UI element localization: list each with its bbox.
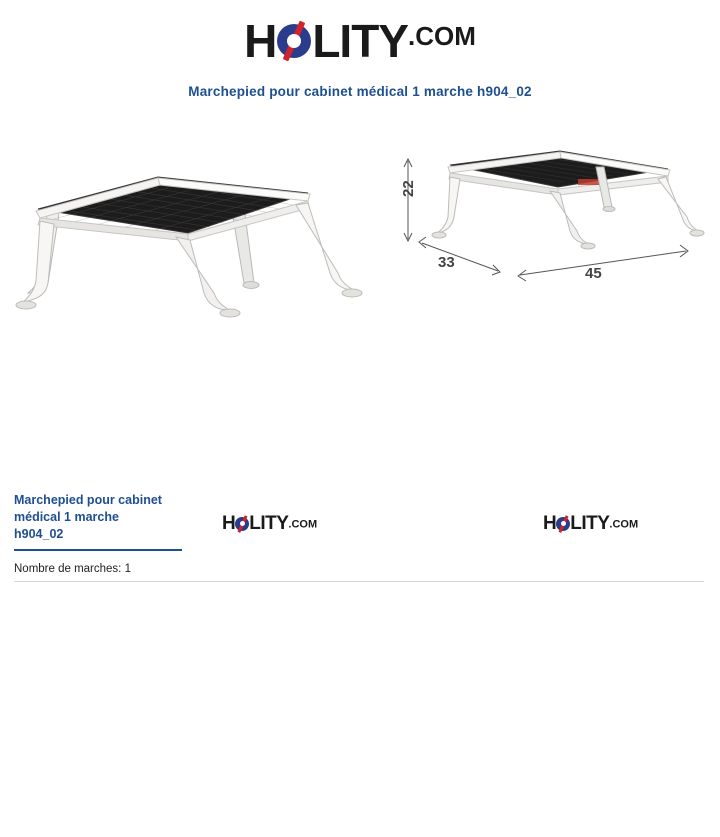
- page-title: Marchepied pour cabinet médical 1 marche h904_02: [188, 84, 532, 99]
- title-underline: [14, 549, 182, 551]
- product-detail-title: [14, 492, 214, 543]
- product-title-line-1: Marchepied pour cabinet: [14, 493, 162, 507]
- dimension-label-depth: 33: [438, 254, 455, 271]
- dimension-label-height: 22: [400, 180, 417, 197]
- logo-text-suffix: .COM: [408, 21, 476, 52]
- site-header: [0, 0, 720, 67]
- product-photo-dimensions: [400, 143, 710, 323]
- spec-divider: [14, 581, 704, 582]
- watermark-part2: LITY: [249, 513, 289, 534]
- watermark-part2: LITY: [570, 513, 610, 534]
- logo-text-part1: H: [244, 15, 277, 67]
- watermark-suffix: .COM: [288, 518, 318, 531]
- holity-logo[interactable]: [244, 15, 476, 67]
- spec-row: [14, 563, 704, 582]
- product-title-line-2: médical 1 marche: [14, 510, 119, 524]
- logo-text-part2: LITY: [312, 15, 408, 67]
- product-title-line-3: h904_02: [14, 527, 64, 541]
- watermark-part1: H: [222, 513, 236, 534]
- watermark-part1: H: [543, 513, 557, 534]
- product-photo-main: [8, 133, 368, 333]
- watermark-suffix: .COM: [609, 518, 639, 531]
- product-detail: [14, 492, 704, 582]
- dimension-label-width: 45: [585, 265, 602, 282]
- spec-number-of-steps: Nombre de marches: 1: [14, 563, 131, 575]
- o-ring-logo-icon: [277, 24, 311, 58]
